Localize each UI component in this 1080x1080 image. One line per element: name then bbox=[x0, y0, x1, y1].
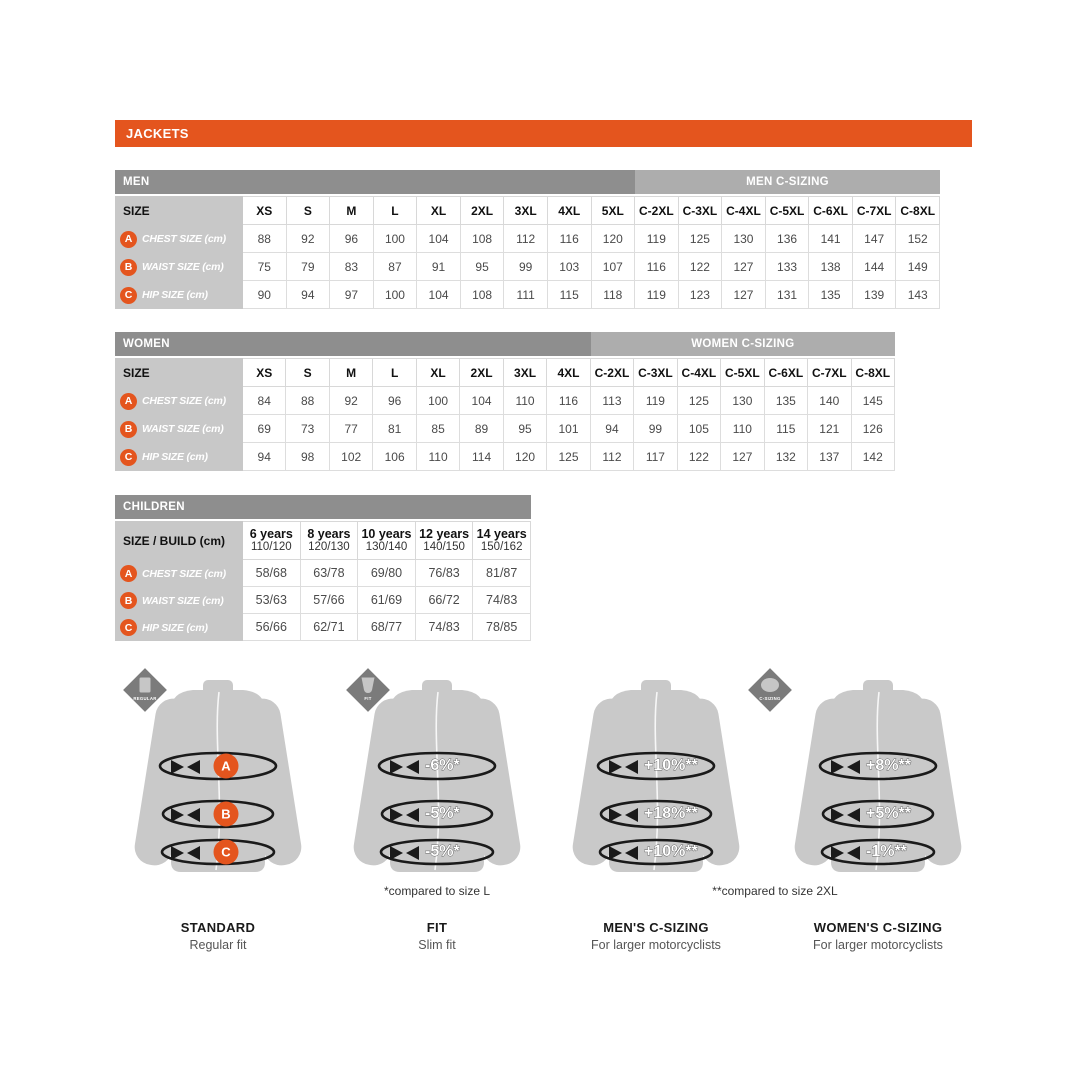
size-value-cell: 98 bbox=[286, 443, 329, 471]
size-value-cell: 142 bbox=[852, 443, 895, 471]
size-value-cell: 102 bbox=[330, 443, 373, 471]
size-value-cell: 66/72 bbox=[416, 587, 474, 614]
size-column-label: SIZE bbox=[115, 196, 243, 225]
size-header-cell: C-4XL bbox=[678, 358, 721, 387]
size-value-cell: 130 bbox=[722, 225, 766, 253]
size-value-cell: 143 bbox=[896, 281, 940, 309]
size-value-cell: 92 bbox=[287, 225, 331, 253]
measure-letter-badge: A bbox=[120, 393, 137, 410]
size-value-cell: 149 bbox=[896, 253, 940, 281]
children-size-table bbox=[115, 495, 531, 641]
size-value-cell: 78/85 bbox=[473, 614, 531, 641]
size-value-cell: 133 bbox=[766, 253, 810, 281]
measure-row-label: C HIP SIZE (cm) bbox=[115, 614, 243, 641]
size-header-cell: C-6XL bbox=[809, 196, 853, 225]
age-header-cell: 14 years 150/162 bbox=[473, 521, 531, 560]
size-value-cell: 116 bbox=[547, 387, 590, 415]
figure-subtitle-womens-csizing: For larger motorcyclists bbox=[813, 938, 943, 952]
size-value-cell: 119 bbox=[635, 281, 679, 309]
section-header: MEN bbox=[115, 170, 635, 194]
size-value-cell: 115 bbox=[765, 415, 808, 443]
size-value-cell: 99 bbox=[504, 253, 548, 281]
size-value-cell: 141 bbox=[809, 225, 853, 253]
size-header-cell: C-3XL bbox=[679, 196, 723, 225]
size-value-cell: 107 bbox=[592, 253, 636, 281]
size-value-cell: 147 bbox=[853, 225, 897, 253]
women-size-table bbox=[115, 332, 895, 471]
size-value-cell: 63/78 bbox=[301, 560, 359, 587]
size-value-cell: 96 bbox=[373, 387, 416, 415]
size-value-cell: 127 bbox=[722, 253, 766, 281]
size-value-cell: 125 bbox=[679, 225, 723, 253]
fit-comparison-note: *compared to size L bbox=[383, 884, 491, 898]
svg-text:+10%**: +10%** bbox=[644, 843, 698, 860]
size-value-cell: 74/83 bbox=[416, 614, 474, 641]
size-value-cell: 127 bbox=[722, 281, 766, 309]
size-value-cell: 74/83 bbox=[473, 587, 531, 614]
size-header-cell: M bbox=[330, 196, 374, 225]
size-value-cell: 140 bbox=[808, 387, 851, 415]
size-value-cell: 101 bbox=[547, 415, 590, 443]
age-header-cell: 8 years 120/130 bbox=[301, 521, 359, 560]
size-value-cell: 58/68 bbox=[243, 560, 301, 587]
measure-letter-badge: A bbox=[120, 565, 137, 582]
size-value-cell: 116 bbox=[548, 225, 592, 253]
size-value-cell: 137 bbox=[808, 443, 851, 471]
figure-title-standard: STANDARD bbox=[180, 920, 256, 935]
svg-text:-6%*: -6%* bbox=[425, 757, 460, 774]
measure-row-label: C HIP SIZE (cm) bbox=[115, 443, 243, 471]
size-value-cell: 90 bbox=[243, 281, 287, 309]
size-value-cell: 100 bbox=[417, 387, 460, 415]
size-header-cell: C-4XL bbox=[722, 196, 766, 225]
size-value-cell: 89 bbox=[460, 415, 503, 443]
size-header-cell: M bbox=[330, 358, 373, 387]
svg-text:C-SIZING: C-SIZING bbox=[759, 696, 781, 701]
size-value-cell: 99 bbox=[634, 415, 677, 443]
size-value-cell: 75 bbox=[243, 253, 287, 281]
csizing-comparison-note: **compared to size 2XL bbox=[712, 884, 838, 898]
size-value-cell: 135 bbox=[809, 281, 853, 309]
size-header-cell: C-8XL bbox=[852, 358, 895, 387]
size-header-cell: XL bbox=[417, 358, 460, 387]
size-value-cell: 79 bbox=[287, 253, 331, 281]
slim-fit-badge-icon bbox=[344, 666, 392, 714]
svg-text:-5%*: -5%* bbox=[425, 843, 460, 860]
size-value-cell: 110 bbox=[417, 443, 460, 471]
size-header-cell: 5XL bbox=[592, 196, 636, 225]
figure-womens-c-sizing bbox=[773, 672, 983, 882]
size-value-cell: 76/83 bbox=[416, 560, 474, 587]
figure-subtitle-standard: Regular fit bbox=[189, 938, 247, 952]
size-value-cell: 145 bbox=[852, 387, 895, 415]
measure-letter-badge: B bbox=[120, 592, 137, 609]
size-value-cell: 85 bbox=[417, 415, 460, 443]
regular-fit-badge-icon bbox=[121, 666, 169, 714]
size-value-cell: 96 bbox=[330, 225, 374, 253]
figure-title-fit: FIT bbox=[426, 920, 448, 935]
men-size-table bbox=[115, 170, 940, 309]
size-value-cell: 104 bbox=[417, 281, 461, 309]
size-header-cell: 4XL bbox=[547, 358, 590, 387]
svg-text:+5%**: +5%** bbox=[866, 805, 911, 822]
size-value-cell: 126 bbox=[852, 415, 895, 443]
age-header-cell: 12 years 140/150 bbox=[416, 521, 474, 560]
size-header-cell: 4XL bbox=[548, 196, 592, 225]
size-value-cell: 84 bbox=[243, 387, 286, 415]
size-value-cell: 106 bbox=[373, 443, 416, 471]
size-value-cell: 138 bbox=[809, 253, 853, 281]
size-value-cell: 87 bbox=[374, 253, 418, 281]
size-value-cell: 108 bbox=[461, 225, 505, 253]
size-value-cell: 94 bbox=[591, 415, 634, 443]
size-header-cell: C-7XL bbox=[808, 358, 851, 387]
svg-text:FIT: FIT bbox=[364, 696, 372, 701]
age-header-cell: 6 years 110/120 bbox=[243, 521, 301, 560]
csizing-header: WOMEN C-SIZING bbox=[591, 332, 895, 356]
size-value-cell: 81/87 bbox=[473, 560, 531, 587]
size-value-cell: 88 bbox=[286, 387, 329, 415]
size-value-cell: 61/69 bbox=[358, 587, 416, 614]
size-value-cell: 144 bbox=[853, 253, 897, 281]
size-value-cell: 110 bbox=[721, 415, 764, 443]
size-header-cell: C-2XL bbox=[591, 358, 634, 387]
size-value-cell: 105 bbox=[678, 415, 721, 443]
section-header: CHILDREN bbox=[115, 495, 531, 519]
size-header-cell: C-6XL bbox=[765, 358, 808, 387]
svg-text:+18%**: +18%** bbox=[644, 805, 698, 822]
figure-title-womens-csizing: WOMEN'S C-SIZING bbox=[813, 920, 943, 935]
size-value-cell: 57/66 bbox=[301, 587, 359, 614]
size-value-cell: 94 bbox=[243, 443, 286, 471]
size-value-cell: 97 bbox=[330, 281, 374, 309]
measure-row-label: A CHEST SIZE (cm) bbox=[115, 560, 243, 587]
svg-text:C: C bbox=[221, 844, 231, 860]
size-header-cell: C-7XL bbox=[853, 196, 897, 225]
size-value-cell: 94 bbox=[287, 281, 331, 309]
size-value-cell: 121 bbox=[808, 415, 851, 443]
size-header-cell: C-8XL bbox=[896, 196, 940, 225]
measure-row-label: B WAIST SIZE (cm) bbox=[115, 415, 243, 443]
size-header-cell: 3XL bbox=[504, 196, 548, 225]
size-value-cell: 119 bbox=[634, 387, 677, 415]
size-value-cell: 83 bbox=[330, 253, 374, 281]
size-value-cell: 100 bbox=[374, 225, 418, 253]
size-header-cell: 3XL bbox=[504, 358, 547, 387]
section-header: WOMEN bbox=[115, 332, 591, 356]
size-value-cell: 118 bbox=[592, 281, 636, 309]
measure-letter-badge: C bbox=[120, 449, 137, 466]
size-value-cell: 56/66 bbox=[243, 614, 301, 641]
size-header-cell: XS bbox=[243, 358, 286, 387]
size-value-cell: 123 bbox=[679, 281, 723, 309]
size-value-cell: 152 bbox=[896, 225, 940, 253]
age-header-cell: 10 years 130/140 bbox=[358, 521, 416, 560]
size-header-cell: XL bbox=[417, 196, 461, 225]
size-header-cell: C-3XL bbox=[634, 358, 677, 387]
measure-row-label: A CHEST SIZE (cm) bbox=[115, 387, 243, 415]
size-value-cell: 132 bbox=[765, 443, 808, 471]
size-value-cell: 68/77 bbox=[358, 614, 416, 641]
size-header-cell: C-2XL bbox=[635, 196, 679, 225]
jacket-illustration bbox=[773, 672, 983, 882]
size-value-cell: 112 bbox=[504, 225, 548, 253]
size-value-cell: 125 bbox=[678, 387, 721, 415]
size-value-cell: 116 bbox=[635, 253, 679, 281]
size-value-cell: 95 bbox=[461, 253, 505, 281]
page-title: JACKETS bbox=[126, 126, 189, 141]
csizing-header: MEN C-SIZING bbox=[635, 170, 940, 194]
figure-subtitle-fit: Slim fit bbox=[418, 938, 456, 952]
size-value-cell: 130 bbox=[721, 387, 764, 415]
size-header-cell: S bbox=[286, 358, 329, 387]
size-value-cell: 62/71 bbox=[301, 614, 359, 641]
size-value-cell: 119 bbox=[635, 225, 679, 253]
svg-text:A: A bbox=[221, 758, 231, 774]
size-header-cell: S bbox=[287, 196, 331, 225]
size-value-cell: 120 bbox=[504, 443, 547, 471]
svg-text:-5%*: -5%* bbox=[425, 805, 460, 822]
size-value-cell: 100 bbox=[374, 281, 418, 309]
svg-text:REGULAR: REGULAR bbox=[133, 696, 157, 701]
size-value-cell: 91 bbox=[417, 253, 461, 281]
size-value-cell: 92 bbox=[330, 387, 373, 415]
size-value-cell: 122 bbox=[678, 443, 721, 471]
measure-letter-badge: C bbox=[120, 287, 137, 304]
measure-letter-badge: A bbox=[120, 231, 137, 248]
size-value-cell: 53/63 bbox=[243, 587, 301, 614]
measure-letter-badge: C bbox=[120, 619, 137, 636]
size-value-cell: 108 bbox=[461, 281, 505, 309]
size-header-cell: L bbox=[373, 358, 416, 387]
measure-letter-badge: B bbox=[120, 259, 137, 276]
size-value-cell: 103 bbox=[548, 253, 592, 281]
jacket-illustration bbox=[551, 672, 761, 882]
figure-subtitle-mens-csizing: For larger motorcyclists bbox=[591, 938, 721, 952]
size-value-cell: 81 bbox=[373, 415, 416, 443]
figure-title-mens-csizing: MEN'S C-SIZING bbox=[603, 920, 709, 935]
jackets-header-bar bbox=[115, 120, 972, 147]
size-value-cell: 88 bbox=[243, 225, 287, 253]
size-value-cell: 125 bbox=[547, 443, 590, 471]
size-value-cell: 111 bbox=[504, 281, 548, 309]
size-value-cell: 110 bbox=[504, 387, 547, 415]
svg-text:-1%**: -1%** bbox=[866, 843, 907, 860]
size-value-cell: 112 bbox=[591, 443, 634, 471]
size-header-cell: 2XL bbox=[460, 358, 503, 387]
size-value-cell: 127 bbox=[721, 443, 764, 471]
measure-row-label: A CHEST SIZE (cm) bbox=[115, 225, 243, 253]
size-value-cell: 73 bbox=[286, 415, 329, 443]
size-header-cell: C-5XL bbox=[766, 196, 810, 225]
measure-letter-badge: B bbox=[120, 421, 137, 438]
size-value-cell: 113 bbox=[591, 387, 634, 415]
measure-row-label: B WAIST SIZE (cm) bbox=[115, 253, 243, 281]
size-column-label: SIZE bbox=[115, 358, 243, 387]
size-column-label: SIZE / BUILD (cm) bbox=[115, 521, 243, 560]
size-value-cell: 77 bbox=[330, 415, 373, 443]
c-sizing-badge-icon bbox=[746, 666, 794, 714]
size-header-cell: C-5XL bbox=[721, 358, 764, 387]
size-header-cell: L bbox=[374, 196, 418, 225]
size-header-cell: 2XL bbox=[461, 196, 505, 225]
size-value-cell: 104 bbox=[460, 387, 503, 415]
size-value-cell: 139 bbox=[853, 281, 897, 309]
size-value-cell: 122 bbox=[679, 253, 723, 281]
svg-text:B: B bbox=[221, 806, 231, 822]
svg-text:+8%**: +8%** bbox=[866, 757, 911, 774]
figure-mens-c-sizing bbox=[551, 672, 761, 882]
size-value-cell: 120 bbox=[592, 225, 636, 253]
size-value-cell: 104 bbox=[417, 225, 461, 253]
size-value-cell: 114 bbox=[460, 443, 503, 471]
size-value-cell: 95 bbox=[504, 415, 547, 443]
size-value-cell: 69/80 bbox=[358, 560, 416, 587]
size-value-cell: 69 bbox=[243, 415, 286, 443]
svg-text:+10%**: +10%** bbox=[644, 757, 698, 774]
measure-row-label: B WAIST SIZE (cm) bbox=[115, 587, 243, 614]
size-value-cell: 135 bbox=[765, 387, 808, 415]
measure-row-label: C HIP SIZE (cm) bbox=[115, 281, 243, 309]
size-header-cell: XS bbox=[243, 196, 287, 225]
size-value-cell: 117 bbox=[634, 443, 677, 471]
size-value-cell: 131 bbox=[766, 281, 810, 309]
size-value-cell: 115 bbox=[548, 281, 592, 309]
size-value-cell: 136 bbox=[766, 225, 810, 253]
